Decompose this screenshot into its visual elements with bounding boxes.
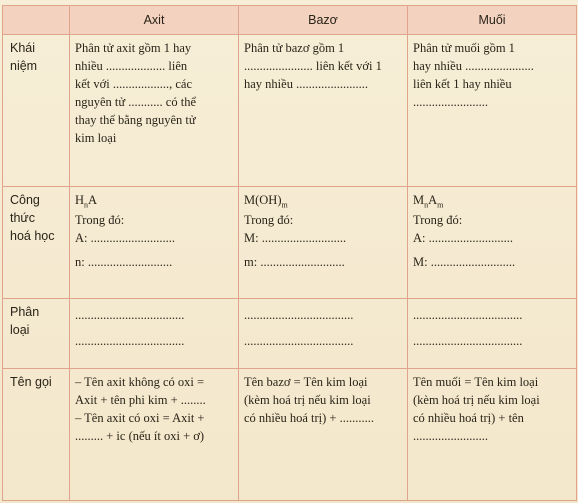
cell-classification-axit — [70, 299, 239, 369]
row-label-line: Phân — [10, 305, 40, 319]
fill-in-blank: ................................... — [75, 334, 185, 348]
cell-text-line: Phân tử muối gồm 1 — [413, 41, 515, 55]
row-label-line: Khái — [10, 41, 36, 55]
row-label-concept — [3, 35, 70, 187]
cell-text-line: – Tên axit có oxi = Axit + — [75, 411, 205, 425]
cell-concept-axit — [70, 35, 239, 187]
fill-in-blank: ................................... — [244, 308, 354, 322]
cell-text-line: Tên muối = Tên kim loại — [413, 375, 539, 389]
cell-concept-muoi — [408, 35, 577, 187]
cell-concept-bazo — [239, 35, 408, 187]
cell-text-line: liên kết 1 hay nhiều — [413, 77, 512, 91]
cell-text-line: nguyên tử ........... có thể — [75, 95, 196, 109]
header-bazo: Bazơ — [239, 6, 408, 35]
cell-text-line: Phân tử bazơ gồm 1 — [244, 41, 345, 55]
row-label-naming — [3, 369, 70, 501]
cell-text-line: M: ........................... — [413, 255, 516, 269]
chemical-formula: $M(OH)_m$ — [244, 193, 288, 210]
cell-naming-bazo — [239, 369, 408, 501]
cell-text-line: Trong đó: — [244, 213, 294, 227]
row-label-formula — [3, 187, 70, 299]
row-label-line: thức — [10, 211, 36, 225]
cell-text-line: Trong đó: — [75, 213, 125, 227]
cell-text-line: m: ........................... — [244, 255, 345, 269]
cell-text-line: nhiều ................... liên — [75, 59, 188, 73]
cell-text-line: Tên bazơ = Tên kim loại — [244, 375, 368, 389]
chemical-formula: $M_nA_m$ — [413, 193, 444, 210]
cell-naming-muoi — [408, 369, 577, 501]
row-label-line: niệm — [10, 59, 38, 73]
cell-formula-bazo — [239, 187, 408, 299]
cell-classification-muoi — [408, 299, 577, 369]
cell-text-line: có nhiều hoá trị) + tên — [413, 411, 524, 425]
cell-text-line: M: ........................... — [244, 231, 347, 245]
cell-text-line: ........................ — [413, 95, 488, 109]
cell-text-line: n: ........................... — [75, 255, 173, 269]
cell-text-line: Phân tử axit gồm 1 hay — [75, 41, 192, 55]
chemical-formula: $H_nA$ — [75, 193, 98, 210]
cell-classification-bazo — [239, 299, 408, 369]
fill-in-blank: ................................... — [413, 308, 523, 322]
cell-text-line: có nhiều hoá trị) + ........... — [244, 411, 374, 425]
cell-text-line: ...................... liên kết với 1 — [244, 59, 382, 73]
cell-naming-axit — [70, 369, 239, 501]
cell-text-line: hay nhiều ....................... — [244, 77, 368, 91]
cell-text-line: kim loại — [75, 131, 117, 145]
row-concept — [3, 35, 577, 187]
cell-text-line: ........................ — [413, 429, 488, 443]
compound-comparison-table — [2, 5, 577, 501]
cell-text-line: kết với .................., các — [75, 77, 192, 91]
cell-text-line: ......... + ic (nếu ít oxi + ơ) — [75, 429, 205, 443]
row-label-line: Công — [10, 193, 40, 207]
fill-in-blank: ................................... — [413, 334, 523, 348]
row-label-classification — [3, 299, 70, 369]
header-axit: Axit — [70, 6, 239, 35]
row-label-line: loại — [10, 323, 30, 337]
cell-text-line: (kèm hoá trị nếu kim loại — [413, 393, 540, 407]
row-label-line: hoá học — [10, 229, 55, 243]
cell-text-line: A: ........................... — [75, 231, 175, 245]
row-naming — [3, 369, 577, 501]
cell-text-line: Trong đó: — [413, 213, 463, 227]
cell-text-line: hay nhiều ...................... — [413, 59, 534, 73]
cell-text-line: (kèm hoá trị nếu kim loại — [244, 393, 371, 407]
row-label-line: Tên gọi — [10, 375, 52, 389]
cell-text-line: Axit + tên phi kim + ........ — [75, 393, 206, 407]
header-muoi: Muối — [408, 6, 577, 35]
fill-in-blank: ................................... — [75, 308, 185, 322]
cell-formula-muoi — [408, 187, 577, 299]
header-row — [3, 6, 577, 35]
cell-text-line: thay thế bằng nguyên tử — [75, 113, 196, 127]
cell-text-line: – Tên axit không có oxi = — [75, 375, 205, 389]
row-classification — [3, 299, 577, 369]
header-corner-cell — [3, 6, 70, 35]
cell-formula-axit — [70, 187, 239, 299]
cell-text-line: A: ........................... — [413, 231, 513, 245]
fill-in-blank: ................................... — [244, 334, 354, 348]
row-formula — [3, 187, 577, 299]
